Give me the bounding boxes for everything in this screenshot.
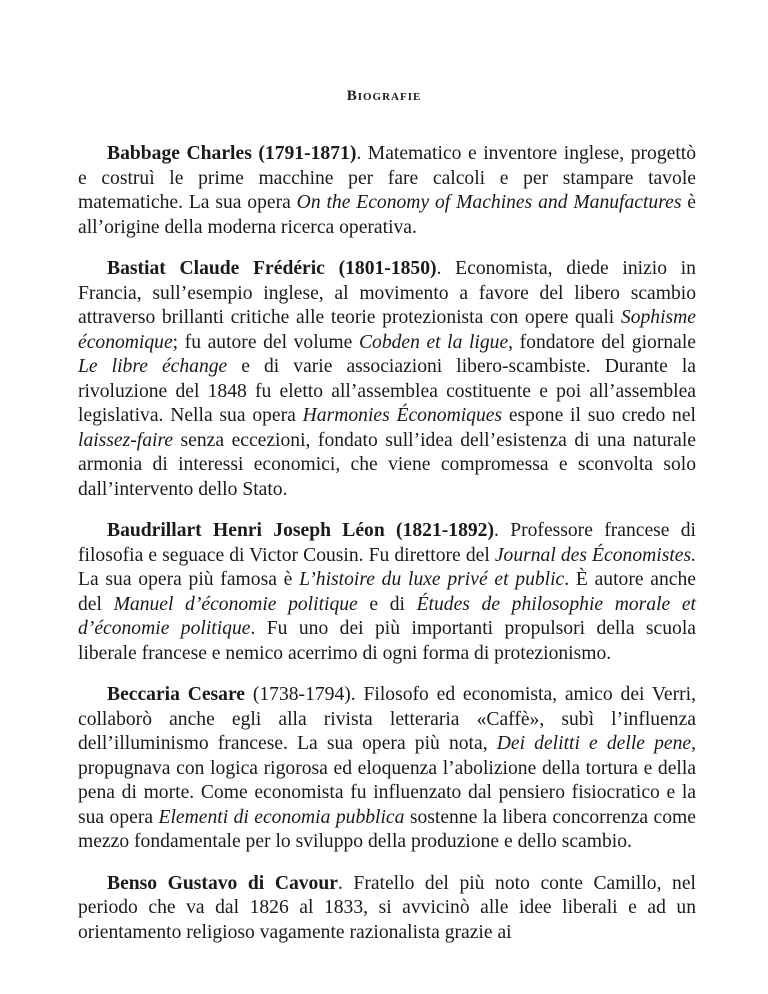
biography-entry-benso — [78, 872, 696, 946]
entry-text: La sua opera più famosa è — [78, 569, 300, 590]
entry-text: . Fratello del più noto conte Camillo, nel periodo che va dal 1826 al 1833, si avvicinò alle idee liberali e ad un orientamento religioso vagamente razionalista grazie ai — [78, 872, 696, 943]
entry-text: e di — [357, 593, 417, 615]
entry-text: ; fu autore del volume — [172, 331, 359, 353]
entry-text: espone il suo credo nel — [502, 405, 696, 426]
work-title: Cobden et la ligue — [358, 331, 509, 353]
work-title: Journal des Économistes. — [494, 544, 696, 566]
entry-text: e di varie associazioni libero-scambiste. Durante la rivoluzione del 1848 fu eletto all’assemblea costituente e poi all’assemblea legislativa. Nella sua opera — [78, 356, 696, 426]
entry-dates: (1801-1850) — [338, 258, 437, 279]
entry-text: . Matematico e inventore inglese, progettò e costruì le prime macchine per fare calcoli e per stampare tavole matematiche. La sua opera — [78, 143, 696, 213]
work-title: L’histoire du luxe privé et public — [299, 569, 565, 590]
biography-list — [78, 142, 696, 962]
biography-entry-beccaria — [78, 683, 696, 855]
entry-text: . Professore francese di filosofia e seguace di Victor Cousin. Fu direttore del — [78, 520, 696, 566]
section-title: Biografie — [346, 88, 422, 104]
entry-text: , fondatore del giornale — [508, 331, 696, 353]
entry-dates: (1821-1892) — [396, 520, 494, 541]
entry-name: Bastiat Claude Frédéric — [107, 258, 325, 279]
entry-name: Benso Gustavo di Cavour — [107, 872, 338, 894]
entry-dates: (1791-1871) — [258, 143, 357, 164]
biography-entry-babbage — [78, 142, 696, 240]
work-title: Le libre échange — [78, 356, 228, 377]
work-title: Elementi di economia pubblica — [158, 806, 405, 828]
entry-text: . Filosofo ed economista, amico dei Verri, collaborò anche egli alla rivista letteraria «Caffè», subì l’influenza dell’illuminismo francese. La sua opera più nota, — [78, 684, 696, 754]
work-title: On the Economy of Machines and Manufactures — [296, 192, 682, 213]
entry-text: senza eccezioni, fondato sull’idea dell’esistenza di una naturale armonia di interessi economici, che viene compromessa e sconvolta solo dall’intervento dello Stato. — [78, 429, 696, 500]
biography-entry-bastiat — [78, 257, 696, 502]
work-title: Sophisme économique — [78, 307, 696, 353]
work-title: Dei delitti e delle pene — [496, 733, 692, 754]
work-title: Harmonies Économiques — [302, 405, 503, 426]
entry-dates: (1738-1794) — [252, 684, 351, 705]
biography-entry-baudrillart — [78, 519, 696, 666]
entry-text: è all’origine della moderna ricerca operativa. — [78, 192, 696, 238]
entry-text: . È autore anche del — [78, 569, 696, 615]
work-title: Manuel d’économie politique — [113, 593, 358, 615]
entry-name: Beccaria Cesare — [107, 684, 246, 705]
entry-text: . Economista, diede inizio in Francia, sull’esempio inglese, al movimento a favore del libero scambio attraverso brillanti critiche alle teorie protezionista con opere quali — [78, 258, 696, 328]
entry-name: Baudrillart Henri Joseph Léon — [107, 520, 385, 541]
entry-name: Babbage Charles — [107, 143, 252, 164]
entry-text: , propugnava con logica rigorosa ed eloquenza l’abolizione della tortura e della pena di morte. Come economista fu influenzato dal pensiero fisiocratico e la sua opera — [78, 733, 696, 828]
work-title: Études de philosophie morale et d’économie politique — [78, 593, 696, 639]
entry-text: . Fu uno dei più importanti propulsori della scuola liberale francese e nemico acerrimo di ogni forma di protezionismo. — [78, 618, 696, 664]
foreign-term: laissez-faire — [78, 429, 174, 451]
entry-text: sostenne la libera concorrenza come mezzo fondamentale per lo sviluppo della produzione e dello scambio. — [78, 806, 696, 852]
